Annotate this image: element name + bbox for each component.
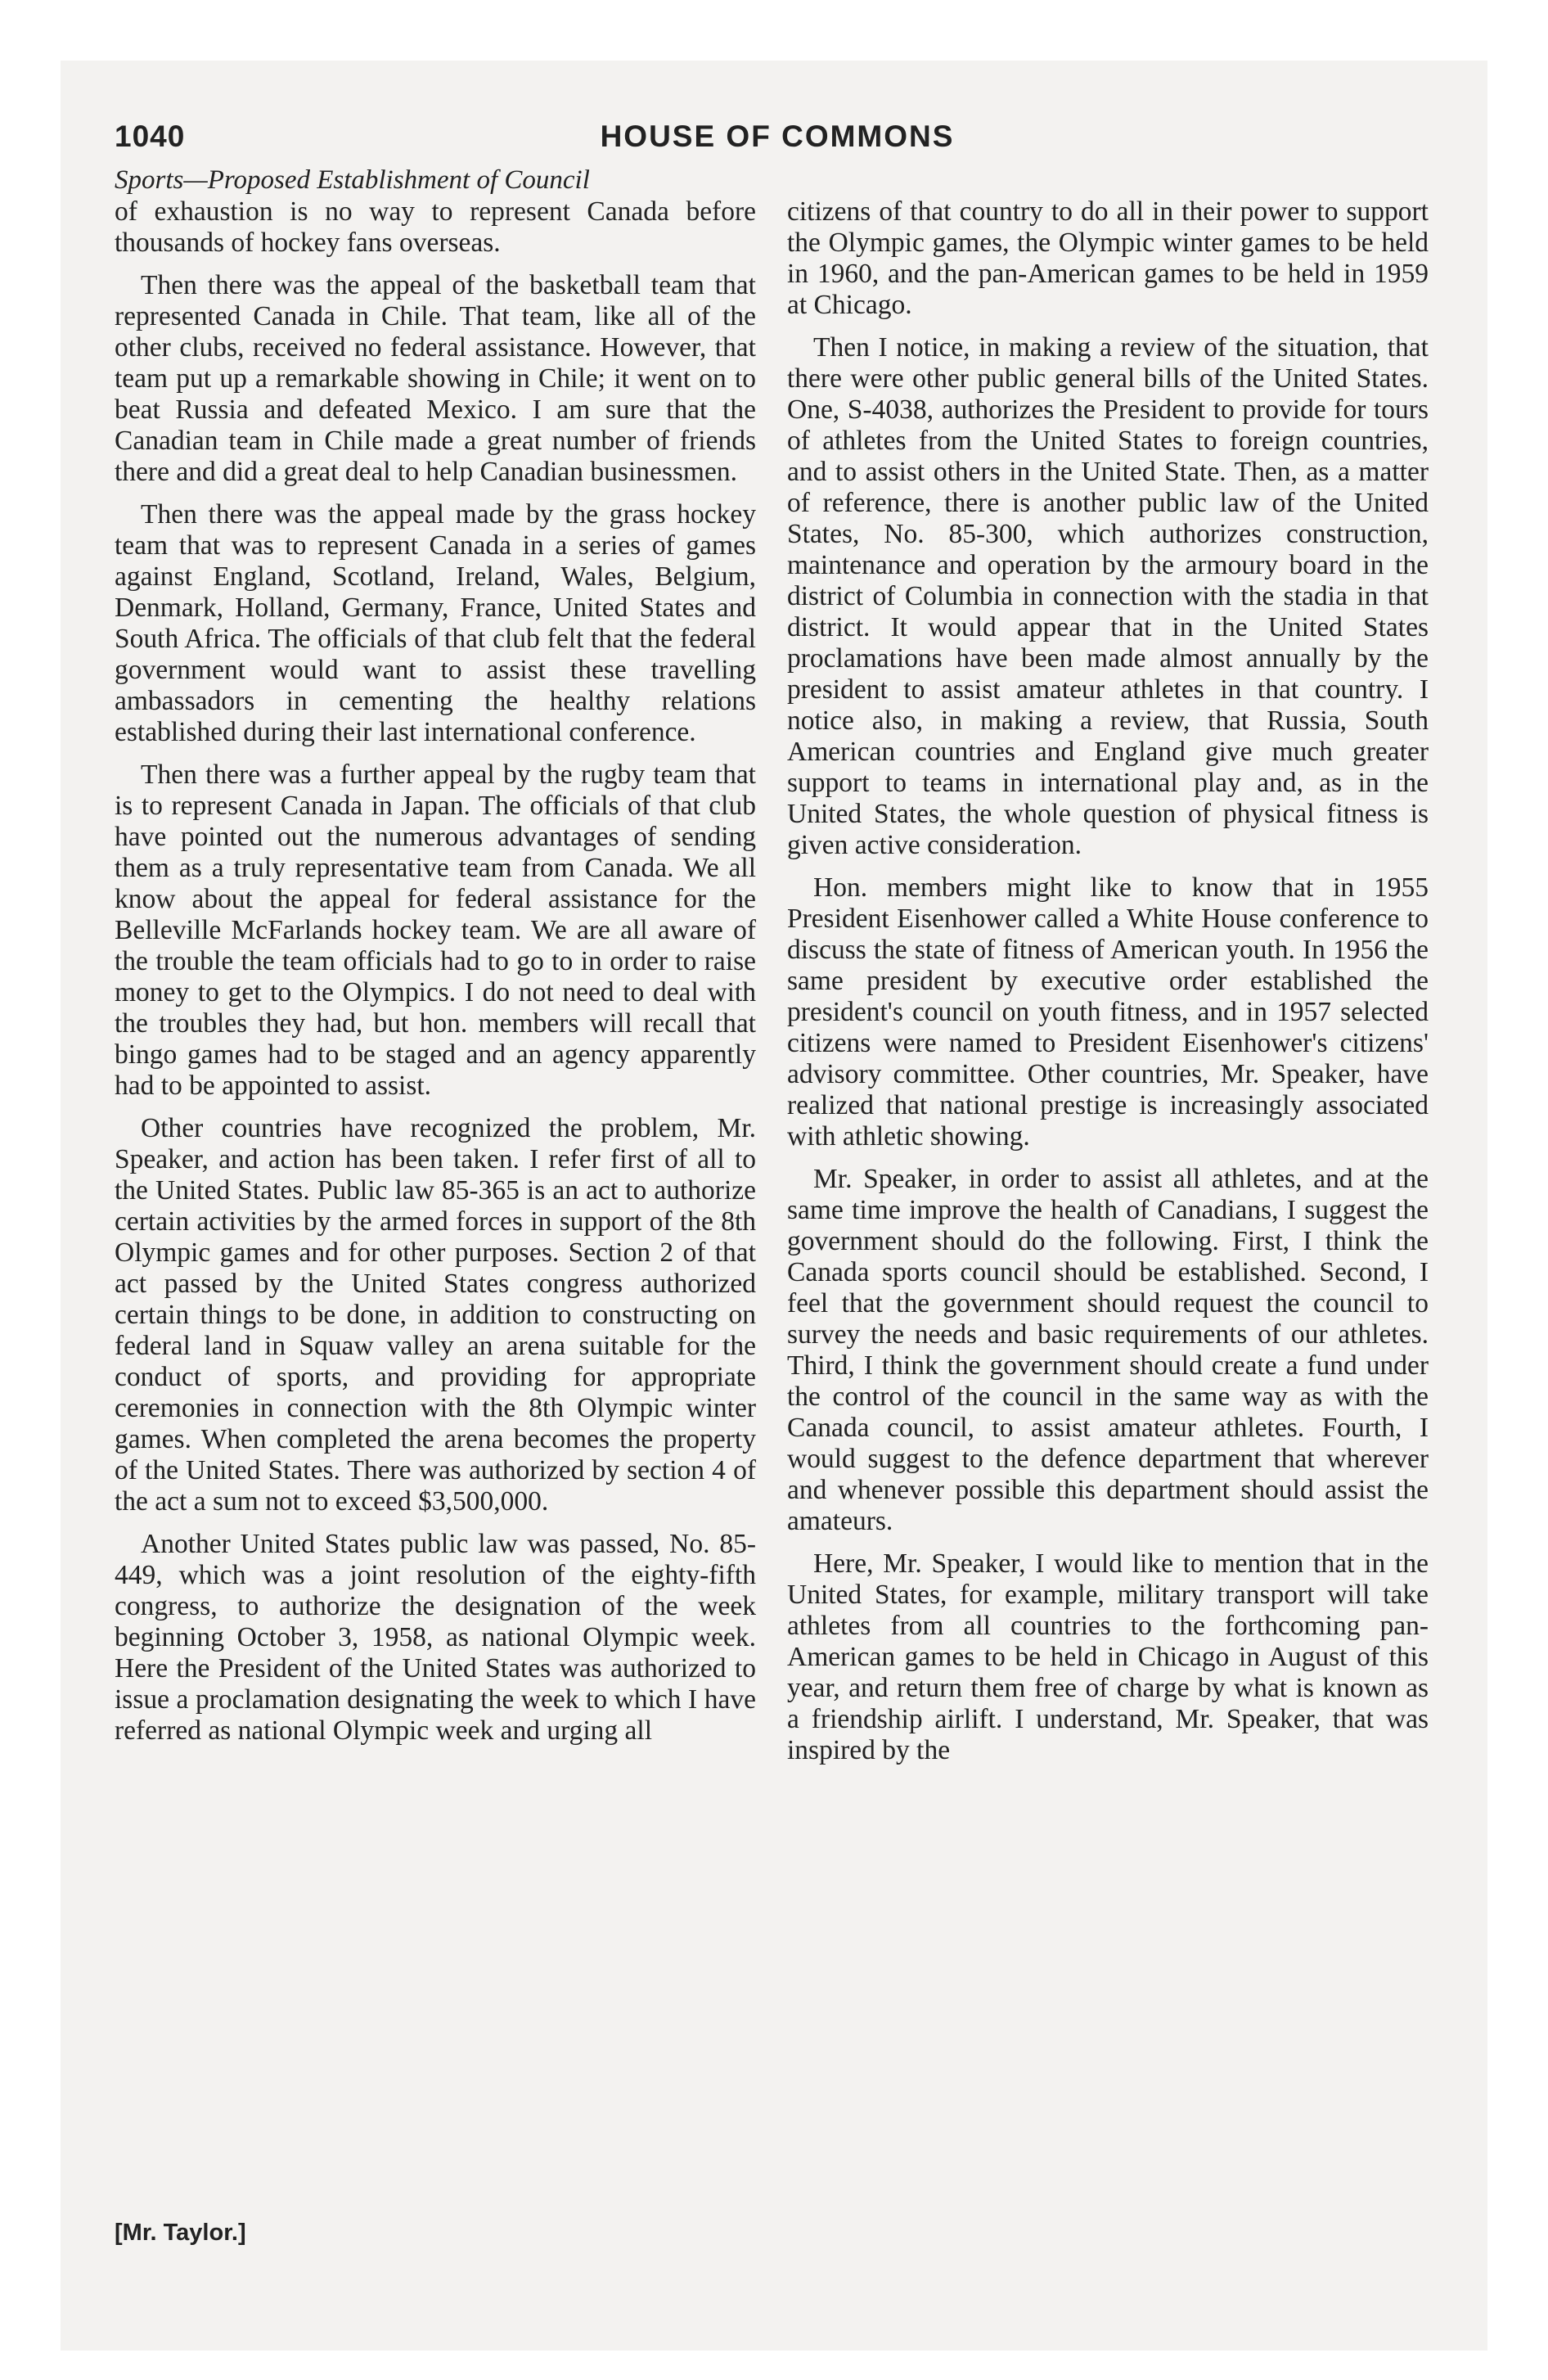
- page-number: 1040: [115, 119, 186, 153]
- paragraph: Then I notice, in making a review of the situation, that there were other public general bills of the United States. One, S-4038, authorizes the President to provide for tours of athletes from the United States to foreign countries, and to assist others in the United State. Then, as a matter of reference, there is another public law of the United States, No. 85-300, which authorizes construction, maintenance and operation by the armoury board in the district of Columbia in connection with the stadia in that district. It would appear that in the United States proclamations have been made almost annually by the president to assist amateur athletes in that country. I notice also, in making a review, that Russia, South American countries and England give much greater support to teams in international play and, as in the United States, the whole question of physical fitness is given active consideration.: [787, 332, 1429, 860]
- left-column: [115, 196, 756, 1747]
- paragraph: Another United States public law was passed, No. 85-449, which was a joint resolution of the eighty-fifth congress, to authorize the designation of the week beginning October 3, 1958, as national Olympic week. Here the President of the United States was authorized to issue a proclamation designating the week to which I have referred as national Olympic week and urging all: [115, 1529, 756, 1746]
- running-head: HOUSE OF COMMONS: [600, 119, 955, 153]
- paragraph: Other countries have recognized the problem, Mr. Speaker, and action has been taken. I refer first of all to the United States. Public law 85-365 is an act to authorize certain activities by the armed forces in support of the 8th Olympic games and for other purposes. Section 2 of that act passed by the United States congress authorized certain things to be done, in addition to constructing on federal land in Squaw valley an arena suitable for the conduct of sports, and providing for appropriate ceremonies in connection with the 8th Olympic winter games. When completed the arena becomes the property of the United States. There was authorized by section 4 of the act a sum not to exceed $3,500,000.: [115, 1113, 756, 1517]
- paragraph: Then there was a further appeal by the rugby team that is to represent Canada in Japan. The officials of that club have pointed out the numerous advantages of sending them as a truly representative team from Canada. We all know about the appeal for federal assistance for the Belleville McFarlands hockey team. We are all aware of the trouble the team officials had to go to in order to raise money to get to the Olympics. I do not need to deal with the troubles they had, but hon. members will recall that bingo games had to be staged and an agency apparently had to be appointed to assist.: [115, 760, 756, 1101]
- paragraph: Then there was the appeal of the basketball team that represented Canada in Chile. That team, like all of the other clubs, received no federal assistance. However, that team put up a remarkable showing in Chile; it went on to beat Russia and defeated Mexico. I am sure that the Canadian team in Chile made a great number of friends there and did a great deal to help Canadian businessmen.: [115, 270, 756, 487]
- paragraph: Hon. members might like to know that in 1955 President Eisenhower called a White House conference to discuss the state of fitness of American youth. In 1956 the same president by executive order established the president's council on youth fitness, and in 1957 selected citizens were named to President Eisenhower's citizens' advisory committee. Other countries, Mr. Speaker, have realized that national prestige is increasingly associated with athletic showing.: [787, 872, 1429, 1152]
- speaker-attribution: [Mr. Taylor.]: [115, 2220, 246, 2246]
- paragraph: of exhaustion is no way to represent Canada before thousands of hockey fans overseas.: [115, 196, 756, 258]
- paragraph: Mr. Speaker, in order to assist all athletes, and at the same time improve the health of Canadians, I suggest the government should do the following. First, I think the Canada sports council should be established. Second, I feel that the government should request the council to survey the needs and basic requirements of our athletes. Third, I think the government should create a fund under the control of the council in the same way as with the Canada council, to assist amateur athletes. Fourth, I would suggest to the defence department that wherever and whenever possible this department should assist the amateurs.: [787, 1164, 1429, 1536]
- paragraph: Here, Mr. Speaker, I would like to mention that in the United States, for example, military transport will take athletes from all countries to the forthcoming pan-American games to be held in Chicago in August of this year, and return them free of charge by what is known as a friendship airlift. I understand, Mr. Speaker, that was inspired by the: [787, 1548, 1429, 1765]
- section-subhead: Sports—Proposed Establishment of Council: [115, 165, 590, 195]
- paragraph: Then there was the appeal made by the grass hockey team that was to represent Canada in a series of games against England, Scotland, Ireland, Wales, Belgium, Denmark, Holland, Germany, France, United States and South Africa. The officials of that club felt that the federal government would want to assist these travelling ambassadors in cementing the healthy relations established during their last international conference.: [115, 499, 756, 747]
- right-column: [787, 196, 1429, 1766]
- page-header: [115, 119, 1440, 160]
- paragraph: citizens of that country to do all in their power to support the Olympic games, the Olympic winter games to be held in 1960, and the pan-American games to be held in 1959 at Chicago.: [787, 196, 1429, 320]
